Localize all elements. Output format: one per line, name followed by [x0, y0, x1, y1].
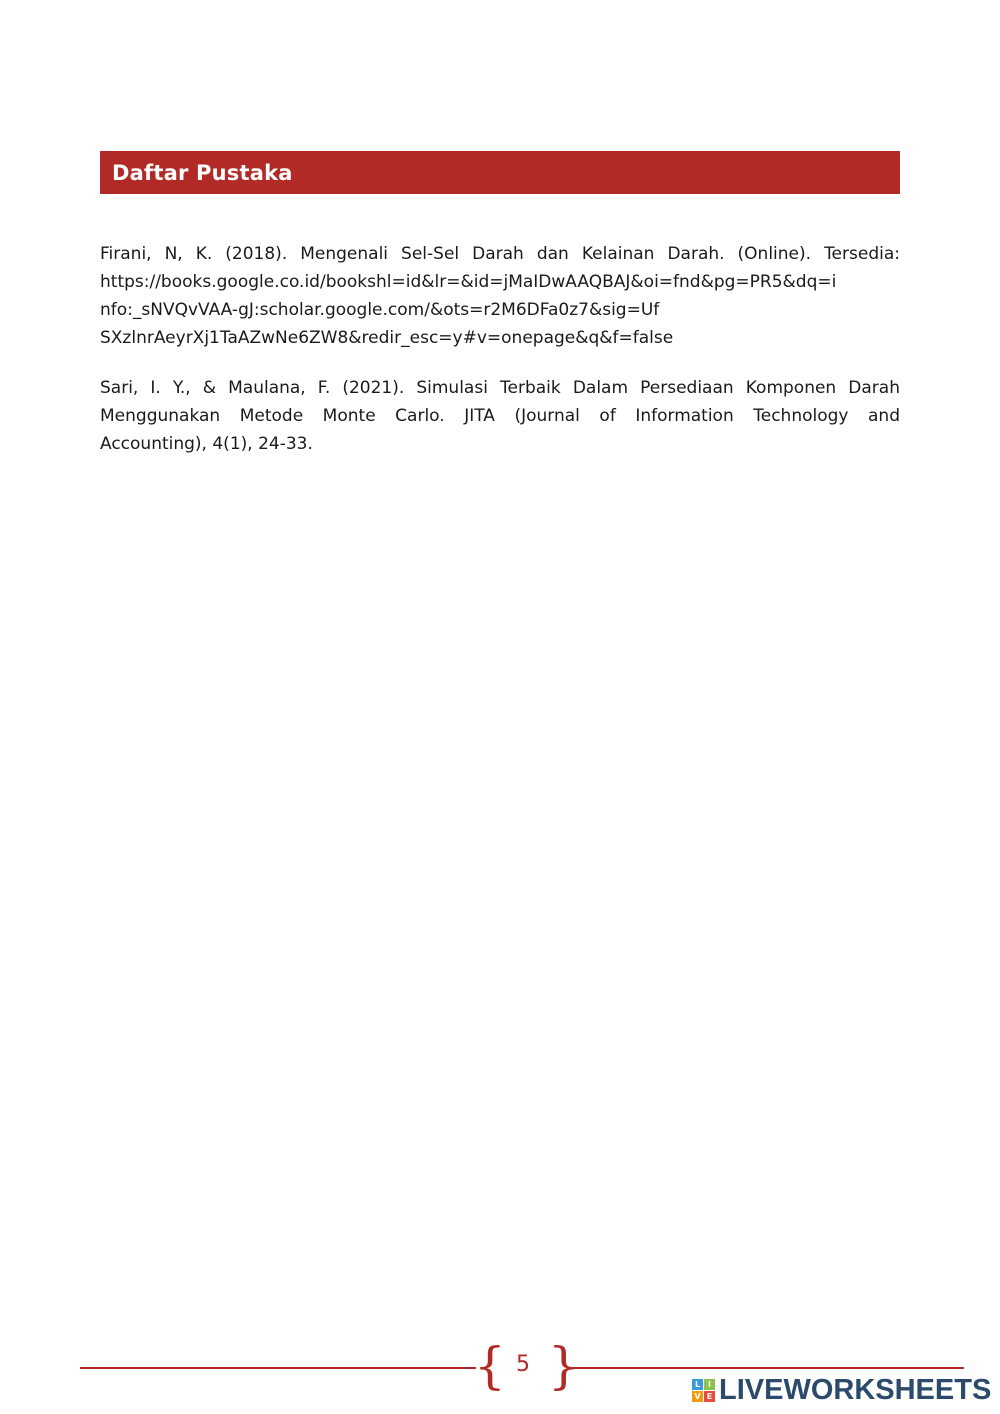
reference-item	[100, 240, 900, 352]
reference-line: https://books.google.co.id/bookshl=id&lr=&id=jMaIDwAAQBAJ&oi=fnd&pg=PR5&dq=i	[100, 272, 837, 292]
liveworksheets-watermark	[692, 1375, 991, 1405]
footer-close-brace: }	[548, 1337, 580, 1395]
footer-divider-left	[80, 1367, 476, 1369]
logo-letter: L	[692, 1379, 703, 1390]
watermark-text: LIVEWORKSHEETS	[719, 1373, 992, 1406]
logo-letter: I	[704, 1379, 715, 1390]
liveworksheets-logo-icon	[692, 1379, 715, 1402]
footer-divider-right	[568, 1367, 964, 1369]
reference-line: Accounting), 4(1), 24-33.	[100, 434, 313, 454]
reference-line: SXzlnrAeyrXj1TaAZwNe6ZW8&redir_esc=y#v=onepage&q&f=false	[100, 328, 674, 348]
reference-item	[100, 374, 900, 458]
section-header	[100, 151, 900, 194]
reference-line: Sari, I. Y., & Maulana, F. (2021). Simulasi Terbaik Dalam Persediaan Komponen Darah	[100, 378, 900, 398]
logo-letter: E	[704, 1391, 715, 1402]
reference-line: nfo:_sNVQvVAA-gJ:scholar.google.com/&ots=r2M6DFa0z7&sig=Uf	[100, 300, 660, 320]
reference-list	[100, 240, 900, 480]
reference-line: Menggunakan Metode Monte Carlo. JITA (Journal of Information Technology and	[100, 406, 900, 426]
page-number: 5	[516, 1352, 530, 1377]
footer-open-brace: {	[474, 1337, 506, 1395]
logo-letter: V	[692, 1391, 703, 1402]
section-title: Daftar Pustaka	[112, 160, 293, 185]
reference-line: Firani, N, K. (2018). Mengenali Sel-Sel Darah dan Kelainan Darah. (Online). Tersedia:	[100, 244, 900, 264]
